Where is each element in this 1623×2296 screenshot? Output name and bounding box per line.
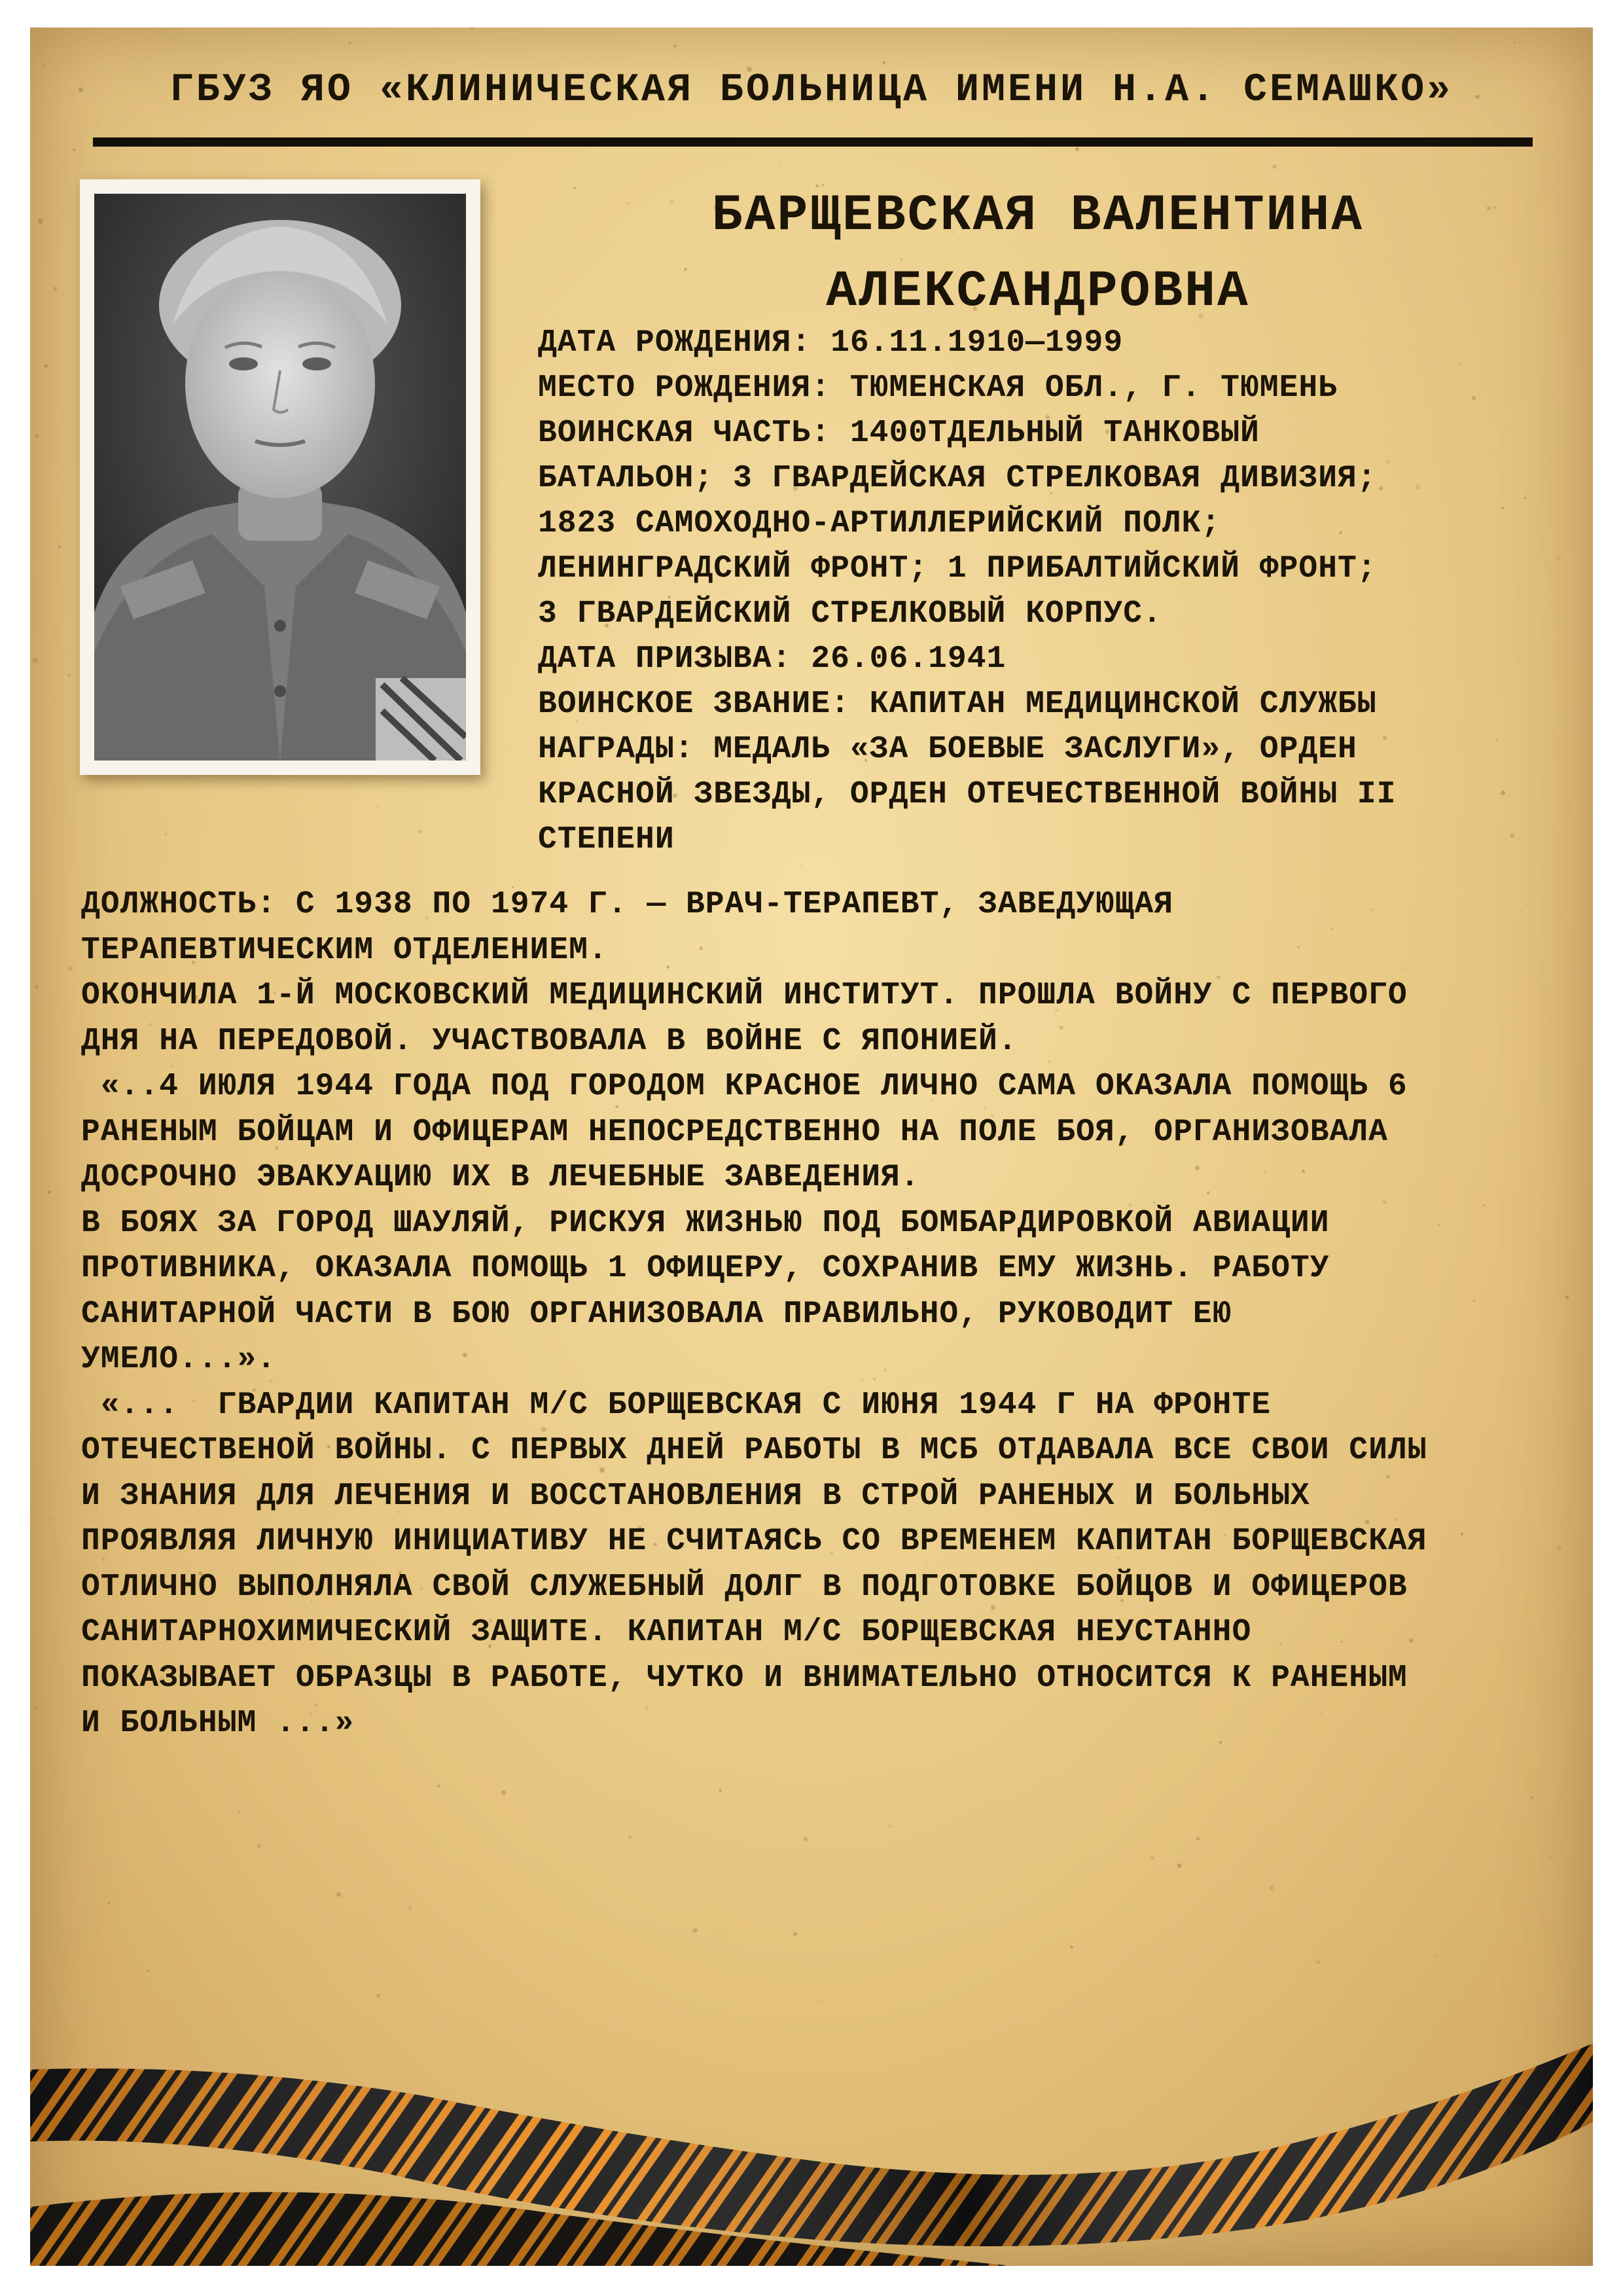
info-line-draft-date: ДАТА ПРИЗЫВА: 26.06.1941 xyxy=(538,641,1007,677)
name-surname-first: БАРЩЕВСКАЯ ВАЛЕНТИНА xyxy=(711,187,1364,245)
paper-speck xyxy=(437,1784,440,1787)
portrait-frame xyxy=(80,179,480,775)
paper-speck xyxy=(804,1837,808,1841)
paper-speck xyxy=(793,1932,797,1936)
paper-speck xyxy=(779,160,781,162)
paper-speck xyxy=(164,833,168,836)
biography-text xyxy=(81,882,1580,1747)
paper-speck xyxy=(349,41,351,44)
body-line: И БОЛЬНЫМ ...» xyxy=(81,1706,355,1741)
body-line: ПРОТИВНИКА, ОКАЗАЛА ПОМОЩЬ 1 ОФИЦЕРУ, СОХРАНИВ ЕМУ ЖИЗНЬ. РАБОТУ xyxy=(81,1251,1330,1286)
paper-speck xyxy=(35,1708,37,1710)
body-line: ОКОНЧИЛА 1-Й МОСКОВСКИЙ МЕДИЦИНСКИЙ ИНСТИТУТ. ПРОШЛА ВОЙНУ С ПЕРВОГО xyxy=(81,978,1408,1013)
body-line: ОТЕЧЕСТВЕНОЙ ВОЙНЫ. С ПЕРВЫХ ДНЕЙ РАБОТЫ В МСБ ОТДАВАЛА ВСЕ СВОИ СИЛЫ xyxy=(81,1433,1427,1468)
paper-speck xyxy=(53,287,57,291)
paper-speck xyxy=(800,865,802,867)
paper-speck xyxy=(238,1810,241,1814)
paper-speck xyxy=(50,1518,52,1520)
paper-speck xyxy=(1269,1885,1274,1890)
body-line: ДНЯ НА ПЕРЕДОВОЙ. УЧАСТВОВАЛА В ВОЙНЕ С ЯПОНИЕЙ. xyxy=(81,1023,1018,1059)
body-line: И ЗНАНИЯ ДЛЯ ЛЕЧЕНИЯ И ВОССТАНОВЛЕНИЯ В СТРОЙ РАНЕНЫХ И БОЛЬНЫХ xyxy=(81,1478,1310,1514)
paper-speck xyxy=(1579,56,1582,58)
paper-speck xyxy=(719,1935,721,1937)
body-line: САНИТАРНОЙ ЧАСТИ В БОЮ ОРГАНИЗОВАЛА ПРАВИЛЬНО, РУКОВОДИТ ЕЮ xyxy=(81,1296,1232,1332)
info-line-unit: ЛЕНИНГРАДСКИЙ ФРОНТ; 1 ПРИБАЛТИЙСКИЙ ФРОНТ; xyxy=(538,551,1377,586)
paper-speck xyxy=(719,1789,722,1792)
paper-speck xyxy=(882,61,885,64)
paper-speck xyxy=(408,1906,412,1910)
paper-speck xyxy=(257,1844,261,1848)
info-line-unit: БАТАЛЬОН; 3 ГВАРДЕЙСКАЯ СТРЕЛКОВАЯ ДИВИЗИЯ; xyxy=(538,461,1377,496)
paper-speck xyxy=(73,149,75,151)
body-line: В БОЯХ ЗА ГОРОД ШАУЛЯЙ, РИСКУЯ ЖИЗНЬЮ ПОД БОМБАРДИРОВКОЙ АВИАЦИИ xyxy=(81,1205,1330,1241)
info-line-unit: 1823 САМОХОДНО-АРТИЛЛЕРИЙСКИЙ ПОЛК; xyxy=(538,506,1221,541)
paper-speck xyxy=(58,545,61,548)
info-line-rank: ВОИНСКОЕ ЗВАНИЕ: КАПИТАН МЕДИЦИНСКОЙ СЛУЖБЫ xyxy=(538,687,1377,722)
paper-speck xyxy=(336,1892,341,1897)
body-line: ТЕРАПЕВТИЧЕСКИМ ОТДЕЛЕНИЕМ. xyxy=(81,932,608,968)
body-line: УМЕЛО...». xyxy=(81,1342,277,1377)
paper-speck xyxy=(1514,41,1516,44)
paper-speck xyxy=(1549,1856,1552,1859)
paper-speck xyxy=(1196,1837,1200,1840)
paper-sheet xyxy=(30,27,1593,2266)
paper-speck xyxy=(501,1790,507,1795)
info-line-unit: 3 ГВАРДЕЙСКИЙ СТРЕЛКОВЫЙ КОРПУС. xyxy=(538,596,1162,632)
paper-speck xyxy=(147,1969,151,1973)
paper-speck xyxy=(42,63,46,67)
paper-speck xyxy=(376,1994,380,1998)
paper-speck xyxy=(35,434,39,438)
paper-speck xyxy=(1272,164,1277,169)
info-block xyxy=(538,321,1559,863)
paper-speck xyxy=(45,365,48,368)
header-divider xyxy=(93,137,1533,147)
paper-speck xyxy=(68,966,73,971)
paper-speck xyxy=(1070,1946,1073,1949)
paper-speck xyxy=(419,830,422,833)
info-line-awards: КРАСНОЙ ЗВЕЗДЫ, ОРДЕН ОТЕЧЕСТВЕННОЙ ВОЙНЫ II xyxy=(538,777,1397,812)
paper-speck xyxy=(673,45,677,48)
paper-speck xyxy=(35,985,39,989)
paper-speck xyxy=(33,658,38,663)
person-name xyxy=(514,178,1561,330)
st-george-ribbon xyxy=(30,2043,1593,2266)
body-line: ПРОЯВЛЯЯ ЛИЧНУЮ ИНИЦИАТИВУ НЕ СЧИТАЯСЬ СО ВРЕМЕНЕМ КАПИТАН БОРЩЕВСКАЯ xyxy=(81,1524,1427,1559)
paper-speck xyxy=(1530,1796,1533,1799)
paper-speck xyxy=(1316,1960,1320,1964)
info-line-birth-date: ДАТА РОЖДЕНИЯ: 16.11.1910—1999 xyxy=(538,325,1124,361)
paper-speck xyxy=(1150,1856,1154,1860)
info-line-awards: НАГРАДЫ: МЕДАЛЬ «ЗА БОЕВЫЕ ЗАСЛУГИ», ОРДЕН xyxy=(538,732,1357,767)
paper-speck xyxy=(629,1836,632,1839)
body-line: «..4 ИЮЛЯ 1944 ГОДА ПОД ГОРОДОМ КРАСНОЕ ЛИЧНО САМА ОКАЗАЛА ПОМОЩЬ 6 xyxy=(81,1069,1408,1104)
body-line: ОТЛИЧНО ВЫПОЛНЯЛА СВОЙ СЛУЖЕБНЫЙ ДОЛГ В ПОДГОТОВКЕ БОЙЦОВ И ОФИЦЕРОВ xyxy=(81,1569,1408,1605)
body-line: САНИТАРНОХИМИЧЕСКИЙ ЗАЩИТЕ. КАПИТАН М/С БОРЩЕВСКАЯ НЕУСТАННО xyxy=(81,1615,1252,1650)
paper-speck xyxy=(108,1902,110,1904)
paper-speck xyxy=(1433,1955,1436,1958)
institution-header: ГБУЗ ЯО «КЛИНИЧЕСКАЯ БОЛЬНИЦА ИМЕНИ Н.А. СЕМАШКО» xyxy=(169,68,1454,113)
paper-speck xyxy=(1260,1817,1262,1819)
paper-speck xyxy=(67,673,71,677)
body-line: ПОКАЗЫВАЕТ ОБРАЗЦЫ В РАБОТЕ, ЧУТКО И ВНИМАТЕЛЬНО ОТНОСИТСЯ К РАНЕНЫМ xyxy=(81,1660,1408,1696)
info-line-awards: СТЕПЕНИ xyxy=(538,822,675,857)
paper-speck xyxy=(820,2000,822,2001)
paper-speck xyxy=(376,806,379,809)
paper-speck xyxy=(1075,147,1079,151)
paper-speck xyxy=(38,219,43,224)
info-line-birth-place: МЕСТО РОЖДЕНИЯ: ТЮМЕНСКАЯ ОБЛ., Г. ТЮМЕНЬ xyxy=(538,370,1338,406)
paper-speck xyxy=(692,1928,698,1933)
paper-speck xyxy=(1251,2006,1253,2007)
body-line: РАНЕНЫМ БОЙЦАМ И ОФИЦЕРАМ НЕПОСРЕДСТВЕННО НА ПОЛЕ БОЯ, ОРГАНИЗОВАЛА xyxy=(81,1114,1388,1150)
body-line: ДОЛЖНОСТЬ: С 1938 ПО 1974 Г. — ВРАЧ-ТЕРАПЕВТ, ЗАВЕДУЮЩАЯ xyxy=(81,887,1174,922)
body-line: «... ГВАРДИИ КАПИТАН М/С БОРЩЕВСКАЯ С ИЮНЯ 1944 Г НА ФРОНТЕ xyxy=(81,1387,1272,1423)
portrait-photo xyxy=(94,194,466,761)
paper-speck xyxy=(471,27,473,30)
info-line-unit: ВОИНСКАЯ ЧАСТЬ: 1400ТДЕЛЬНЫЙ ТАНКОВЫЙ xyxy=(538,416,1260,451)
paper-speck xyxy=(48,1191,51,1194)
paper-speck xyxy=(1177,1863,1182,1868)
body-line: ДОСРОЧНО ЭВАКУАЦИЮ ИХ В ЛЕЧЕБНЫЕ ЗАВЕДЕНИЯ. xyxy=(81,1160,920,1195)
portrait-illustration xyxy=(94,194,466,761)
paper-speck xyxy=(888,1825,891,1828)
name-patronymic: АЛЕКСАНДРОВНА xyxy=(826,263,1250,321)
